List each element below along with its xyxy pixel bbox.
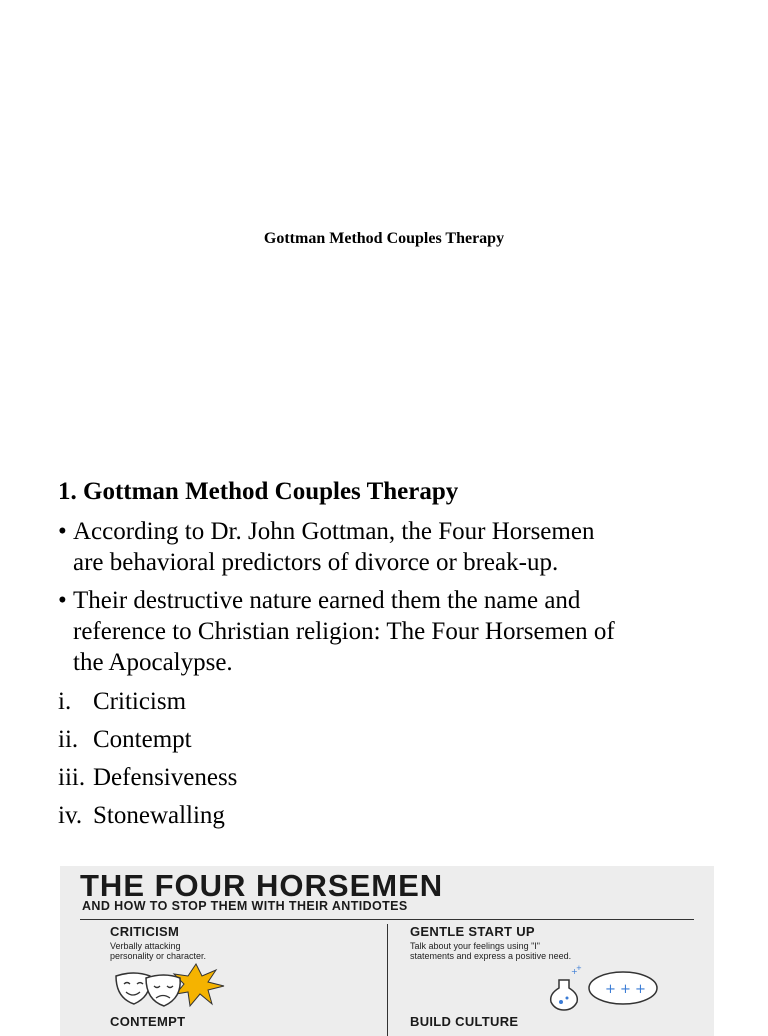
card-desc-line: personality or character. (110, 951, 207, 961)
list-marker: i. (58, 688, 72, 715)
bullet-line: reference to Christian religion: The Four Horsemen of (73, 618, 615, 645)
section-heading: 1. Gottman Method Couples Therapy (58, 478, 459, 505)
card-title-contempt: CONTEMPT (110, 1014, 186, 1029)
card-desc-line: Talk about your feelings using "I" (410, 941, 540, 951)
divider (80, 919, 694, 920)
svg-text:+: + (571, 967, 578, 976)
potion-speech-bubble-icon (545, 964, 665, 1012)
bullet-item (58, 516, 718, 578)
svg-text:+: + (576, 964, 582, 972)
bullet-line: According to Dr. John Gottman, the Four Horsemen (73, 518, 595, 545)
list-text: Stonewalling (93, 802, 225, 829)
list-text: Defensiveness (93, 764, 238, 791)
card-desc-criticism (110, 941, 206, 961)
card-title-build-culture: BUILD CULTURE (410, 1014, 519, 1029)
bullet-item (58, 585, 718, 678)
card-desc-line: Verbally attacking (110, 941, 181, 951)
card-title-criticism: CRITICISM (110, 924, 180, 939)
list-text: Contempt (93, 726, 192, 753)
list-text: Criticism (93, 688, 187, 715)
infographic-subtitle: AND HOW TO STOP THEM WITH THEIR ANTIDOTES (82, 899, 408, 913)
svg-text:+ + +: + + + (605, 982, 646, 997)
list-marker: iii. (58, 764, 86, 791)
column-divider (387, 924, 388, 1036)
list-marker: iv. (58, 802, 83, 829)
card-title-gentle-start-up: GENTLE START UP (410, 924, 535, 939)
page-title: Gottman Method Couples Therapy (263, 230, 505, 247)
card-desc-line: statements and express a positive need. (410, 951, 572, 961)
four-horsemen-infographic (60, 866, 714, 1036)
bullet-dot: • (58, 518, 67, 545)
card-desc-gentle-start-up (410, 941, 571, 961)
bullet-line: Their destructive nature earned them the name and (73, 587, 581, 614)
bullet-line: the Apocalypse. (73, 649, 233, 676)
bullet-dot: • (58, 587, 67, 614)
bullet-list (58, 516, 718, 685)
theater-masks-icon (108, 962, 243, 1010)
infographic-title: THE FOUR HORSEMEN (80, 868, 444, 903)
list-marker: ii. (58, 726, 79, 753)
bullet-line: are behavioral predictors of divorce or break-up. (73, 549, 559, 576)
